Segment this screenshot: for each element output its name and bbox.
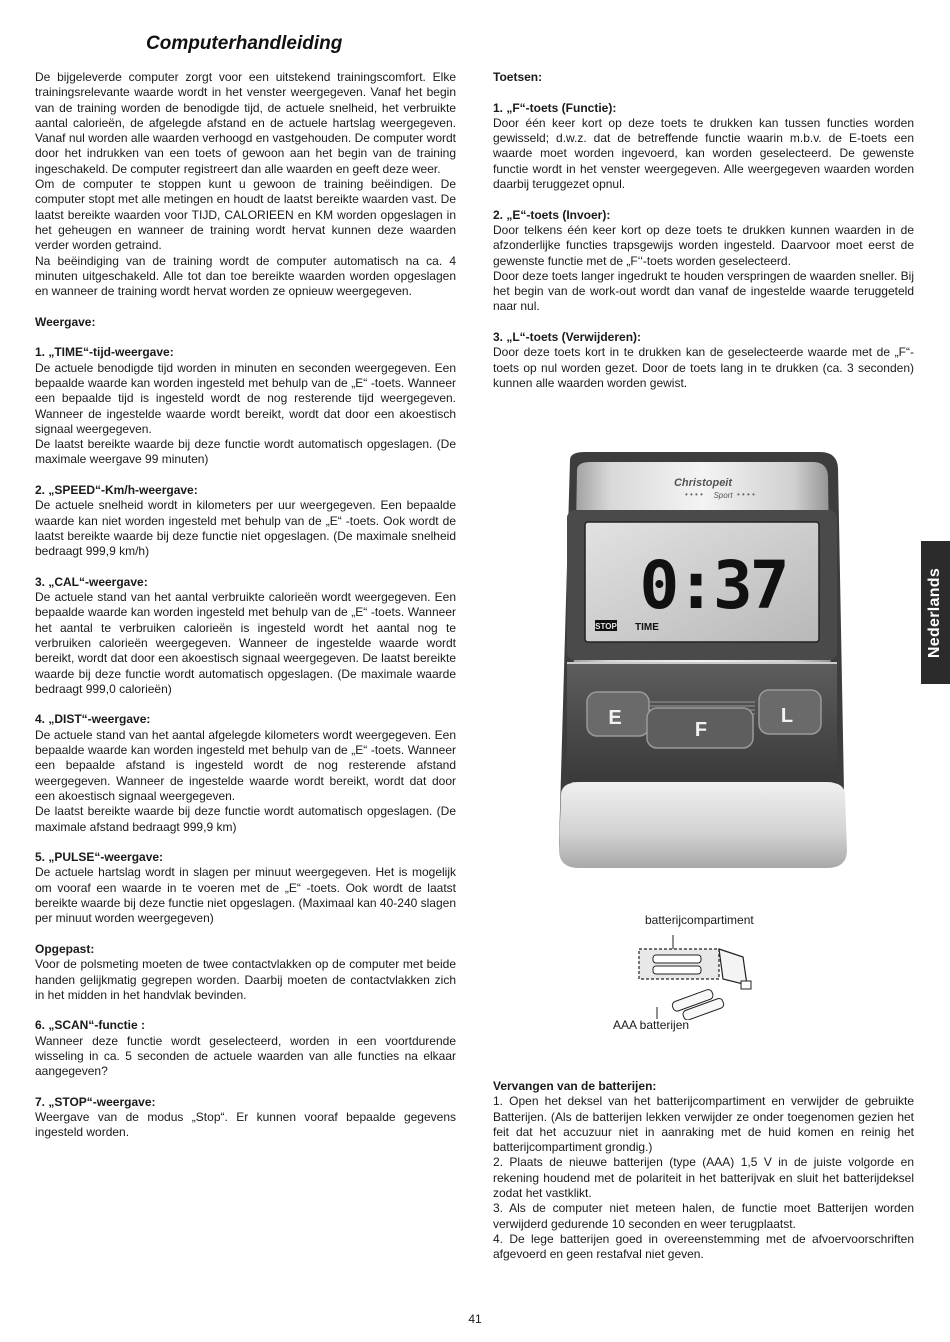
svg-text:E: E [608,707,622,729]
e-key-heading: 2. „E“-toets (Invoer): [493,207,611,222]
computer-illustration [545,450,860,870]
page-title: Computerhandleiding [146,33,343,54]
svg-text:• • • •: • • • • [737,490,755,499]
weergave-heading: Weergave: [35,314,96,329]
toetsen-heading: Toetsen: [493,70,543,84]
scan-heading: 6. „SCAN“-functie : [35,1018,146,1033]
speed-heading: 2. „SPEED“-Km/h-weergave: [35,483,198,498]
intro-paragraph-3: Na beëindiging van de training wordt de computer automatisch na ca. 4 minuten uitgeschakeld. Alle tot dan toe bereikte waarden worden opgeslagen en wanneer de training wordt hervat worden ze opnieuw weergegeven. [35,253,456,299]
language-tab [921,541,950,684]
intro-paragraph-1: De bijgeleverde computer zorgt voor een uitstekend trainingscomfort. Elke trainingsrelevante waarde wordt in het venster weergegeven. Vanaf het begin van de training worden de benodigde tijd, de actuele snelheid, het verbruikte aantal calorieën, de afgelegde afstand en de actuele hartslag weergegeven. Vanaf nul worden alle waarden verhoogd en vastgehouden. De computer wordt door het indrukken van een toets of gewoon aan het begin van de training ingeschakeld. De computer registreert dan alle waarden en geeft deze weer. [35,70,456,176]
opgepast-text: Voor de polsmeting moeten de twee contactvlakken op de computer met beide handen gelijkmatig gegrepen worden. Daarbij moeten de contactvlakken zich in het midden in het handvlak bevinden. [35,957,456,1002]
cal-text: De actuele stand van het aantal verbruikte calorieën wordt weergegeven. Een bepaalde waarde kan worden ingesteld met behulp van de „E“ -toets. Wanneer het aantal te verbruiken calorieën is ingesteld wordt het aantal nog te verbruiken calorieën weergegeven. Wanneer de ingestelde waarde wordt bereikt, wordt dat door een akoestisch signaal weergegeven. De laatst bereikte waarde bij deze functie wordt automatisch opgeslagen. (De maximale waarde bedraagt 999,0 calorieën) [35,590,456,696]
speed-text: De actuele snelheid wordt in kilometers per uur weergegeven. Een bepaalde waarde kan niet worden ingesteld met behulp van de „E“ -toets. Ook wordt de laatst bereikte waarde bij deze functie niet opgeslagen. (De maximale snelheid bedraagt 999,9 km/h) [35,498,456,559]
battery-heading: Vervangen van de batterijen: [493,1079,657,1093]
compartment-label: batterijcompartiment [645,913,754,927]
f-button[interactable] [647,708,753,748]
language-tab-label: Nederlands [926,567,944,658]
stop-heading: 7. „STOP“-weergave: [35,1094,156,1109]
time-heading: 1. „TIME“-tijd-weergave: [35,345,174,360]
time-text-2: De laatst bereikte waarde bij deze functie wordt automatisch opgeslagen. (De maximale weergave 99 minuten) [35,437,456,467]
scan-text: Wanneer deze functie wordt geselecteerd, worden in een voortdurende wisseling in ca. 5 seconden de actuele waarden van alle functies na elkaar aangegeven? [35,1033,456,1079]
dist-text-2: De laatst bereikte waarde bij deze functie wordt automatisch opgeslagen. (De maximale afstand bedraagt 999,9 km) [35,804,456,834]
l-key-text: Door deze toets kort in te drukken kan de geselecteerde waarde met de „F“-toets op nul worden gezet. Door de toets lang in te drukken (ca. 3 seconden) kunnen alle waarden worden gewist. [493,345,914,390]
e-key-text-1: Door telkens één keer kort op deze toets te drukken kunnen waarden in de afzonderlijke functies trapsgewijs worden ingesteld. Daarvoor moet eerst de gewenste functie met de „F‘‘-toets worden geselecteerd. [493,222,914,268]
l-button[interactable] [759,690,821,734]
right-column-top [493,70,914,391]
svg-text:• • • •: • • • • [685,490,703,499]
lcd-time-label: TIME [635,622,659,633]
page-number: 41 [468,1312,482,1326]
e-button[interactable] [587,692,649,736]
time-text-1: De actuele benodigde tijd worden in minuten en seconden weergegeven. Een bepaalde waarde kan worden ingesteld met behulp van de „E“ -toets. Wanneer een bepaalde tijd is ingesteld wordt de nog resterende tijd weergegeven. Wanneer de ingestelde waarde wordt bereikt, wordt dat door een akoestisch signaal weergegeven. [35,360,456,436]
battery-step-2: 2. Plaats de nieuwe batterijen (type (AAA) 1,5 V in de juiste volgorde en rekening houdend met de polariteit in het batterijvak en sluit het batterijdeksel zodat het vastklikt. [493,1155,914,1201]
battery-step-4: 4. De lege batterijen goed in overeenstemming met de afvoervoorschriften afgevoerd en geen restafval niet geven. [493,1231,914,1262]
device-logo: Christopeit [673,477,733,489]
device-logo-sub: Sport [713,491,733,500]
f-key-heading: 1. „F“-toets (Functie): [493,100,617,115]
svg-text:F: F [694,719,708,741]
lcd-time-value: 0:37 [639,547,787,624]
battery-step-1: 1. Open het deksel van het batterijcompartiment en verwijder de gebruikte Batterijen. (Als de batterijen lekken verwijder ze onder toegenomen gezien het feit dat het accuzuur niet in aanraking met de huid komen en reinig het batterijcompartiment grondig.) [493,1094,914,1155]
svg-text:L: L [780,705,794,727]
pulse-heading: 5. „PULSE“-weergave: [35,850,164,865]
intro-paragraph-2: Om de computer te stoppen kunt u gewoon de training beëindigen. De computer stopt met alle metingen en houdt de laatst bereikte waarden vast. De laatst bereikte waarden voor TIJD, CALORIEEN en KM worden opgeslagen in het geheugen en wanneer de training wordt hervat kunnen deze waarden verder worden getraind. [35,177,456,253]
stop-text: Weergave van de modus „Stop“. Er kunnen vooraf bepaalde gegevens ingesteld worden. [35,1110,456,1140]
battery-compartment-figure [625,935,785,1020]
dist-text-1: De actuele stand van het aantal afgelegde kilometers wordt weergegeven. Een bepaalde waarde kan worden ingesteld met behulp van de „E“ -toets. Wanneer een bepaalde afstand is ingesteld wordt de nog resterende afstand weergegeven. Wanneer de ingestelde waarde wordt bereikt, wordt dat door een akoestisch signaal weergegeven. [35,727,456,803]
batteries-label: AAA batterijen [613,1018,690,1032]
dist-heading: 4. „DIST“-weergave: [35,712,151,727]
left-column [35,70,456,1141]
f-key-text: Door één keer kort op deze toets te drukken kan tussen functies worden gewisseld; d.w.z. dat de betreffende functie waarin m.b.v. de E-toets een waarde moet worden ingevoerd, kan worden geselecteerd. De gewenste functie wordt in het venster weergegeven. Alle weergegeven waarden worden daarbij teruggezet opnul. [493,115,914,192]
l-key-heading: 3. „L“-toets (Verwijderen): [493,330,642,345]
opgepast-heading: Opgepast: [35,941,95,956]
battery-step-3: 3. Als de computer niet meteen halen, de functie moet Batterijen worden verwijderd gedurende 10 seconden en weer terugplaatst. [493,1201,914,1231]
cal-heading: 3. „CAL“-weergave: [35,574,148,589]
lcd-stop-label: STOP [595,622,617,631]
right-column-bottom [493,1079,914,1263]
e-key-text-2: Door deze toets langer ingedrukt te houden verspringen de waarden sneller. Bij het begin van de work-out wordt dan vanaf de ingestelde waarde teruggeteld naar nul. [493,268,914,314]
pulse-text: De actuele hartslag wordt in slagen per minuut weergegeven. Het is mogelijk om vooraf een waarde in te voeren met de „E“ -toets. Ook wordt de laatst bereikte waarde bij deze functie niet opgeslagen. (Maximaal kan 40-240 slagen per minuut worden weergegeven) [35,865,456,926]
